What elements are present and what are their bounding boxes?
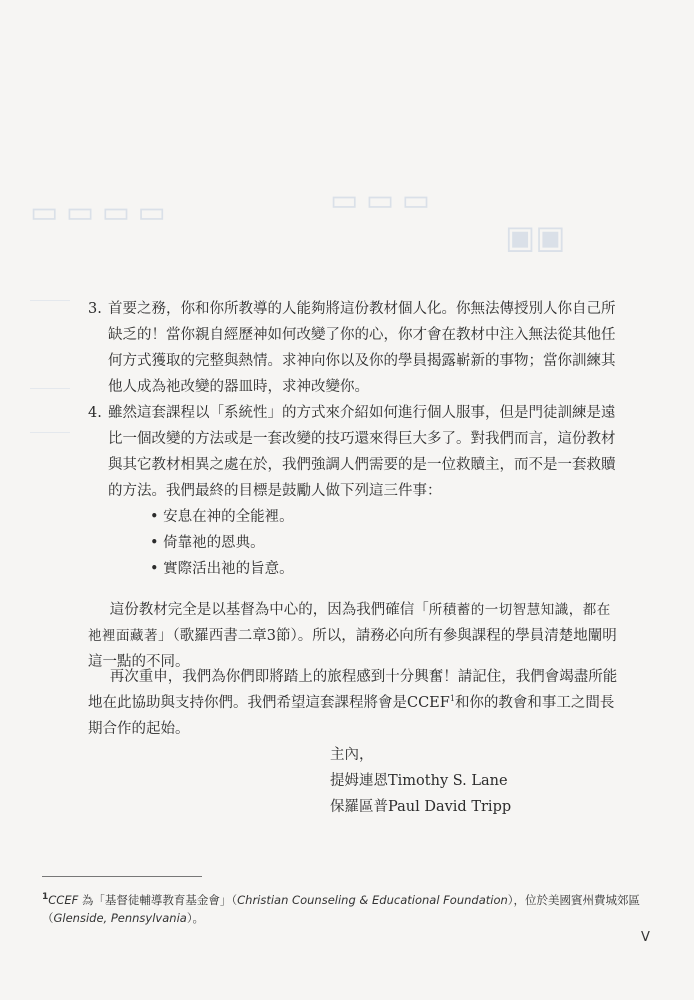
item-number: 4. [88, 405, 102, 421]
bleed-through-mark: ▣▣ [505, 219, 566, 255]
footnote-org: Christian Counseling & Educational Foundation [237, 892, 508, 907]
signer-name: 保羅區普Paul David Tripp [330, 799, 512, 815]
bleed-through-line [30, 388, 70, 389]
footnote-divider [42, 876, 202, 877]
item-text: 首要之務，你和你所教導的人能夠將這份教材個人化。你無法傳授別人你自己所缺乏的！當你親自經歷神如何改變了你的心，你才會在教材中注入無法從其他任何方式獲取的完整與熱情。求神向你以及你的學員揭露嶄新的事物；當你訓練其他人成為祂改變的器皿時，求神改變你。 [108, 301, 616, 395]
list-item [88, 296, 628, 400]
bullet-item: • 倚靠祂的恩典。 [150, 535, 265, 551]
footnote [42, 888, 642, 927]
signoff [330, 742, 511, 820]
page-number: V [641, 930, 650, 945]
footnote-mark: 1 [42, 892, 49, 902]
footnote-text: ）。 [186, 910, 205, 925]
bleed-through-mark: ▭ ▭ ▭ ▭ [30, 196, 166, 229]
scripture-quote: 所積蓄的一切智慧知識，都在祂裡面藏著 [88, 602, 611, 644]
signer-name: 提姆連恩Timothy S. Lane [330, 773, 508, 789]
list-item [88, 400, 628, 582]
paragraph-text: 這份教材完全是以基督為中心的，因為我們確信「 [109, 602, 429, 618]
bleed-through-line [30, 300, 70, 301]
footnote-text: 為「基督徒輔導教育基金會」（ [78, 892, 238, 907]
item-text: 雖然這套課程以「系統性」的方式來介紹如何進行個人服事，但是門徒訓練是遠比一個改變的方法或是一套改變的技巧還來得巨大多了。對我們而言，這份教材與其它教材相異之處在於，我們強調人們需要的是一位救贖主，而不是一套救贖的方法。我們最終的目標是鼓勵人做下列這三件事： [108, 405, 616, 499]
footnote-ref: 1 [449, 694, 455, 704]
bleed-through-line [30, 432, 70, 433]
footnote-text: ），位於美國賓州費城郊區（ [42, 892, 641, 925]
item-number: 3. [88, 301, 102, 317]
closing: 主內， [330, 747, 374, 763]
footnote-place: Glenside, Pennsylvania [53, 910, 187, 925]
numbered-list [88, 296, 628, 582]
body-paragraph [88, 664, 618, 742]
footnote-abbr: CCEF [48, 892, 79, 907]
bullet-list [108, 504, 628, 582]
bleed-through-mark: ▭ ▭ ▭ [330, 184, 431, 217]
paragraph-text: 」（歌羅西書二章3節）。所以，請務必向所有參與課程的學員清楚地闡明這一點的不同。 [88, 628, 617, 670]
bullet-item: • 安息在神的全能裡。 [150, 509, 294, 525]
paragraph-text: 再次重申，我們為你們即將踏上的旅程感到十分興奮！請記住，我們會竭盡所能地在此協助與支持你們。我們希望這套課程將會是CCEF [88, 669, 618, 711]
bullet-item: • 實際活出祂的旨意。 [150, 561, 294, 577]
paragraph-text: 和你的教會和事工之間長期合作的起始。 [88, 695, 615, 737]
